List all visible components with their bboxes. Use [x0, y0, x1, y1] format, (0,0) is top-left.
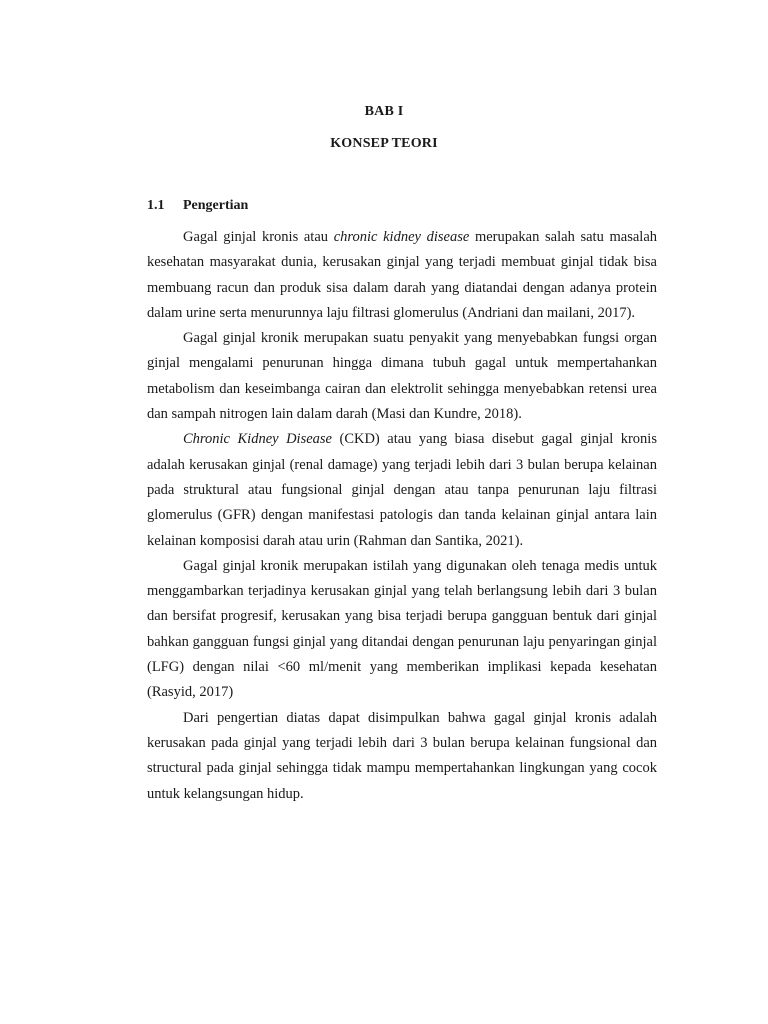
paragraph — [147, 554, 657, 706]
section-heading — [147, 198, 248, 214]
paragraph — [147, 326, 657, 427]
chapter-title: KONSEP TEORI — [330, 136, 438, 151]
paragraph-text: Dari pengertian diatas dapat disimpulkan bahwa gagal ginjal kronis adalah kerusakan pada ginjal yang terjadi lebih dari 3 bulan berupa kelainan fungsional dan structural pada ginjal sehingga tidak mampu mempertahankan lingkungan yang cocok untuk kelangsungan hidup. — [147, 709, 657, 802]
chapter-number: BAB I — [364, 104, 404, 119]
paragraph-text: (CKD) atau yang biasa disebut gagal ginjal kronis adalah kerusakan ginjal (renal damage) yang terjadi lebih dari 3 bulan berupa kelainan pada struktural atau fungsional ginjal dengan atau tanpa penurunan laju filtrasi glomerulus (GFR) dengan manifestasi patologis dan tanda kelainan ginjal antara lain kelainan komposisi darah atau urin (Rahman dan Santika, 2021). — [147, 431, 657, 549]
paragraph-text: Gagal ginjal kronis atau — [183, 229, 334, 245]
paragraph-text: Gagal ginjal kronik merupakan istilah yang digunakan oleh tenaga medis untuk menggambarkan terjadinya kerusakan ginjal yang telah berlangsung lebih dari 3 bulan dan bersifat progresif, kerusakan yang bisa terjadi berupa gangguan bentuk dari ginjal bahkan gangguan fungsi ginjal yang ditandai dengan penurunan laju penyaringan ginjal (LFG) dengan nilai <60 ml/menit yang memberikan implikasi kepada kesehatan (Rasyid, 2017) — [147, 557, 657, 701]
paragraph-text: merupakan salah satu masalah kesehatan masyarakat dunia, kerusakan ginjal yang terjadi membuat ginjal tidak bisa membuang racun dan produk sisa dalam darah yang diatandai dengan adanya protein dalam urine serta menurunnya laju filtrasi glomerulus (Andriani dan mailani, 2017). — [147, 229, 658, 321]
paragraph — [147, 225, 657, 326]
paragraph — [147, 706, 657, 807]
italic-term: Chronic Kidney Disease — [183, 431, 332, 448]
section-title: Pengertian — [183, 198, 249, 213]
body-text — [147, 225, 657, 807]
paragraph — [147, 427, 657, 553]
paragraph-text: Gagal ginjal kronik merupakan suatu penyakit yang menyebabkan fungsi organ ginjal mengalami penurunan hingga dimana tubuh gagal untuk mempertahankan metabolism dan keseimbanga cairan dan elektrolit sehingga menyebabkan retensi urea dan sampah nitrogen lain dalam darah (Masi dan Kundre, 2018). — [147, 330, 657, 423]
italic-term: chronic kidney disease — [333, 229, 470, 245]
section-number: 1.1 — [147, 198, 165, 213]
